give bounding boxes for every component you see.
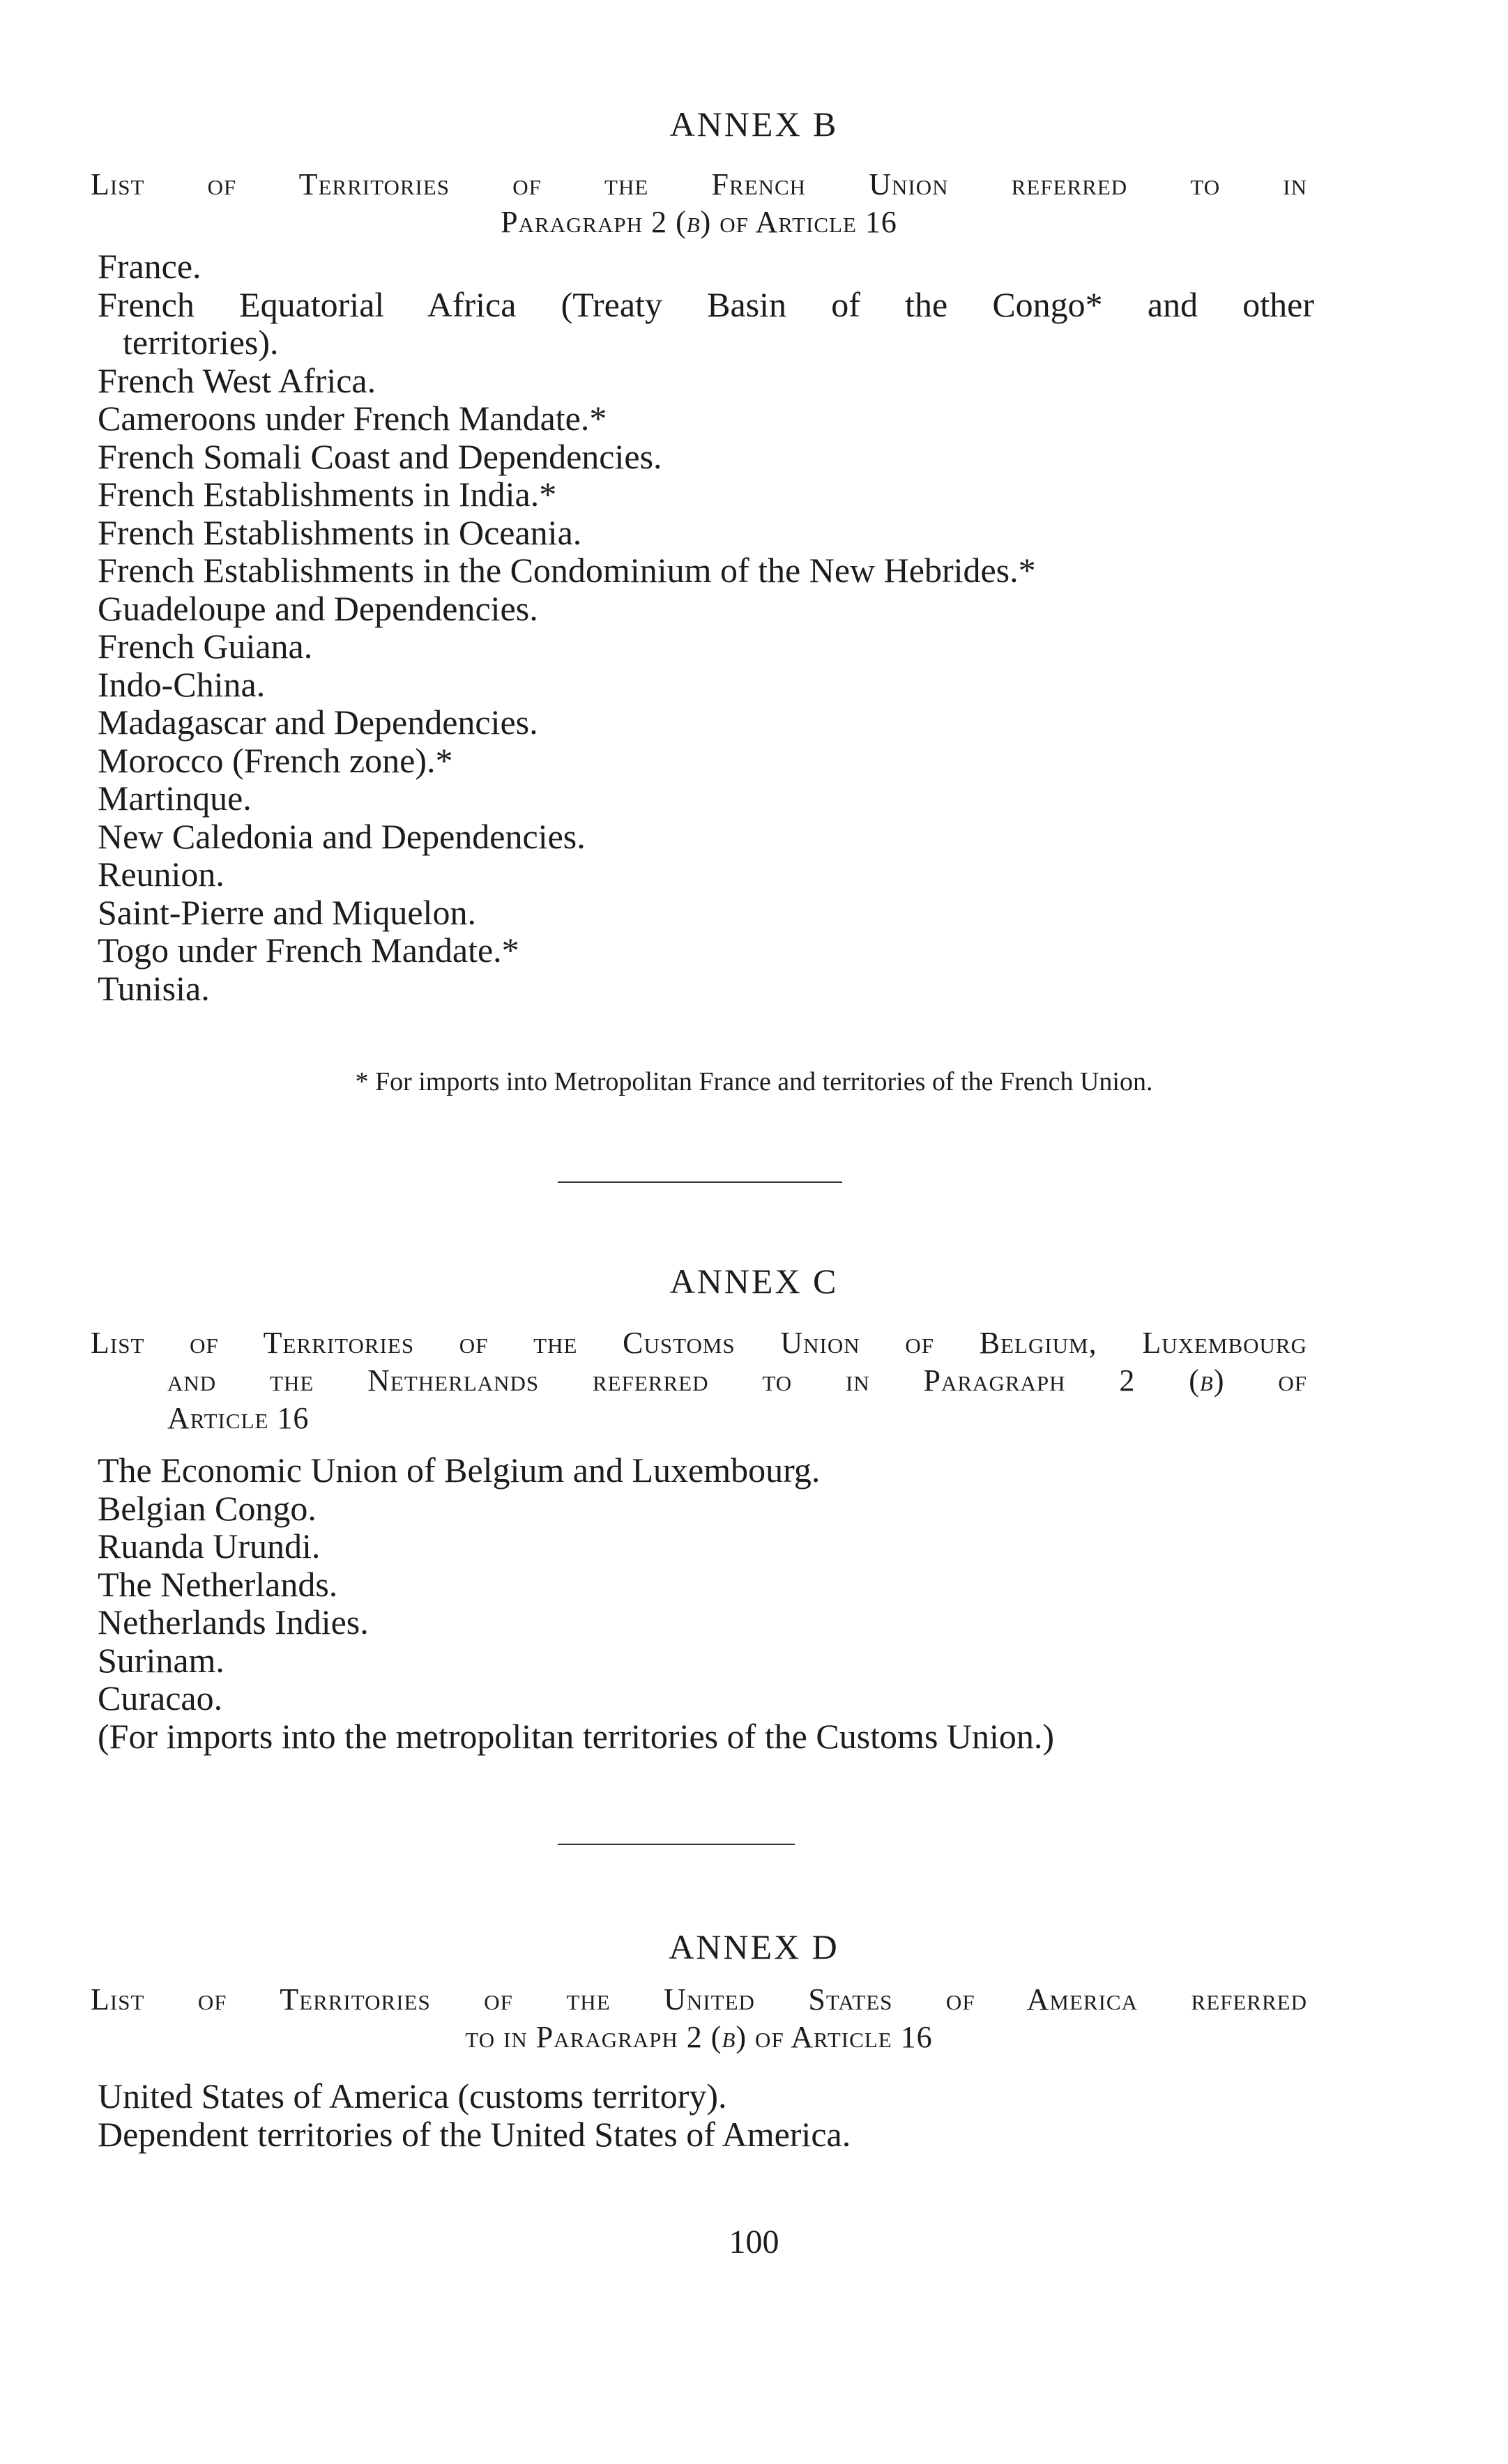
list-item: French West Africa. [98,360,376,400]
list-item: The Netherlands. [98,1564,338,1604]
list-item: French Guiana. [98,627,313,666]
annex-b-heading-line1: List of Territories of the French Union referred to in [91,167,1307,201]
list-item: France. [98,247,201,286]
annex-b-heading [91,166,1307,241]
list-item: Togo under French Mandate.* [98,931,519,970]
annex-c-heading-line2 [91,1362,1307,1400]
list-item: Netherlands Indies. [98,1602,369,1642]
list-item: Curacao. [98,1678,223,1717]
list-item: Indo-China. [98,664,266,704]
heading-italic: b [1199,1363,1214,1398]
annex-d-heading-line1: List of Territories of the United States of America referred [91,1982,1307,2017]
heading-italic: b [686,205,701,239]
heading-text: ) of [1213,1363,1308,1398]
list-item: The Economic Union of Belgium and Luxembourg. [98,1451,821,1490]
heading-text: ) of Article 16 [736,2020,933,2054]
list-item: Saint-Pierre and Miquelon. [98,892,476,932]
heading-text: to in Paragraph 2 ( [465,2020,722,2054]
list-item: French Establishments in India.* [98,475,557,514]
list-item: Morocco (French zone).* [98,740,453,780]
list-item: Martinque. [98,779,252,818]
list-item: Dependent territories of the United States of America. [98,2114,851,2154]
annex-d-territory-list [98,2077,1314,2153]
list-item: French Somali Coast and Dependencies. [98,436,662,476]
annex-c-territory-list [98,1451,1314,1755]
list-item: French Equatorial Africa (Treaty Basin of the Congo* and other [98,284,1314,324]
list-item: (For imports into the metropolitan territories of the Customs Union.) [98,1716,1055,1756]
annex-d-title: ANNEX D [669,1927,839,1966]
list-item: French Establishments in the Condominium of the New Hebrides.* [98,551,1036,590]
list-item: Surinam. [98,1640,224,1680]
list-item: New Caledonia and Dependencies. [98,816,586,856]
list-item: Reunion. [98,855,224,894]
list-item: Ruanda Urundi. [98,1526,321,1566]
annex-d-heading-line2 [91,2019,1307,2056]
list-item: United States of America (customs territory). [98,2076,727,2115]
annex-b-territory-list [98,247,1314,1007]
annex-c-heading-line1: List of Territories of the Customs Union of Belgium, Luxembourg [91,1326,1307,1360]
heading-text: ) of Article 16 [700,205,897,239]
page-number: 100 [729,2224,779,2260]
list-item: Belgian Congo. [98,1488,317,1528]
list-item-continuation: territories). [123,323,279,362]
list-item: Madagascar and Dependencies. [98,703,538,742]
heading-text: and the Netherlands referred to in Paragraph 2 ( [167,1363,1200,1398]
annex-d-heading [91,1981,1307,2056]
list-item: Guadeloupe and Dependencies. [98,588,538,628]
section-divider [558,1181,842,1183]
annex-c-heading [91,1324,1307,1437]
list-item: Tunisia. [98,968,210,1008]
annex-c-heading-line3: Article 16 [167,1401,310,1435]
list-item: Cameroons under French Mandate.* [98,399,607,438]
annex-b-heading-line2 [91,204,1307,241]
heading-italic: b [722,2020,736,2054]
heading-text: Paragraph 2 ( [501,205,687,239]
list-item: French Establishments in Oceania. [98,512,582,552]
annex-c-title: ANNEX C [669,1262,839,1301]
annex-b-title: ANNEX B [669,105,839,144]
section-divider [558,1844,795,1845]
annex-b-footnote: * For imports into Metropolitan France and territories of the French Union. [355,1067,1153,1096]
